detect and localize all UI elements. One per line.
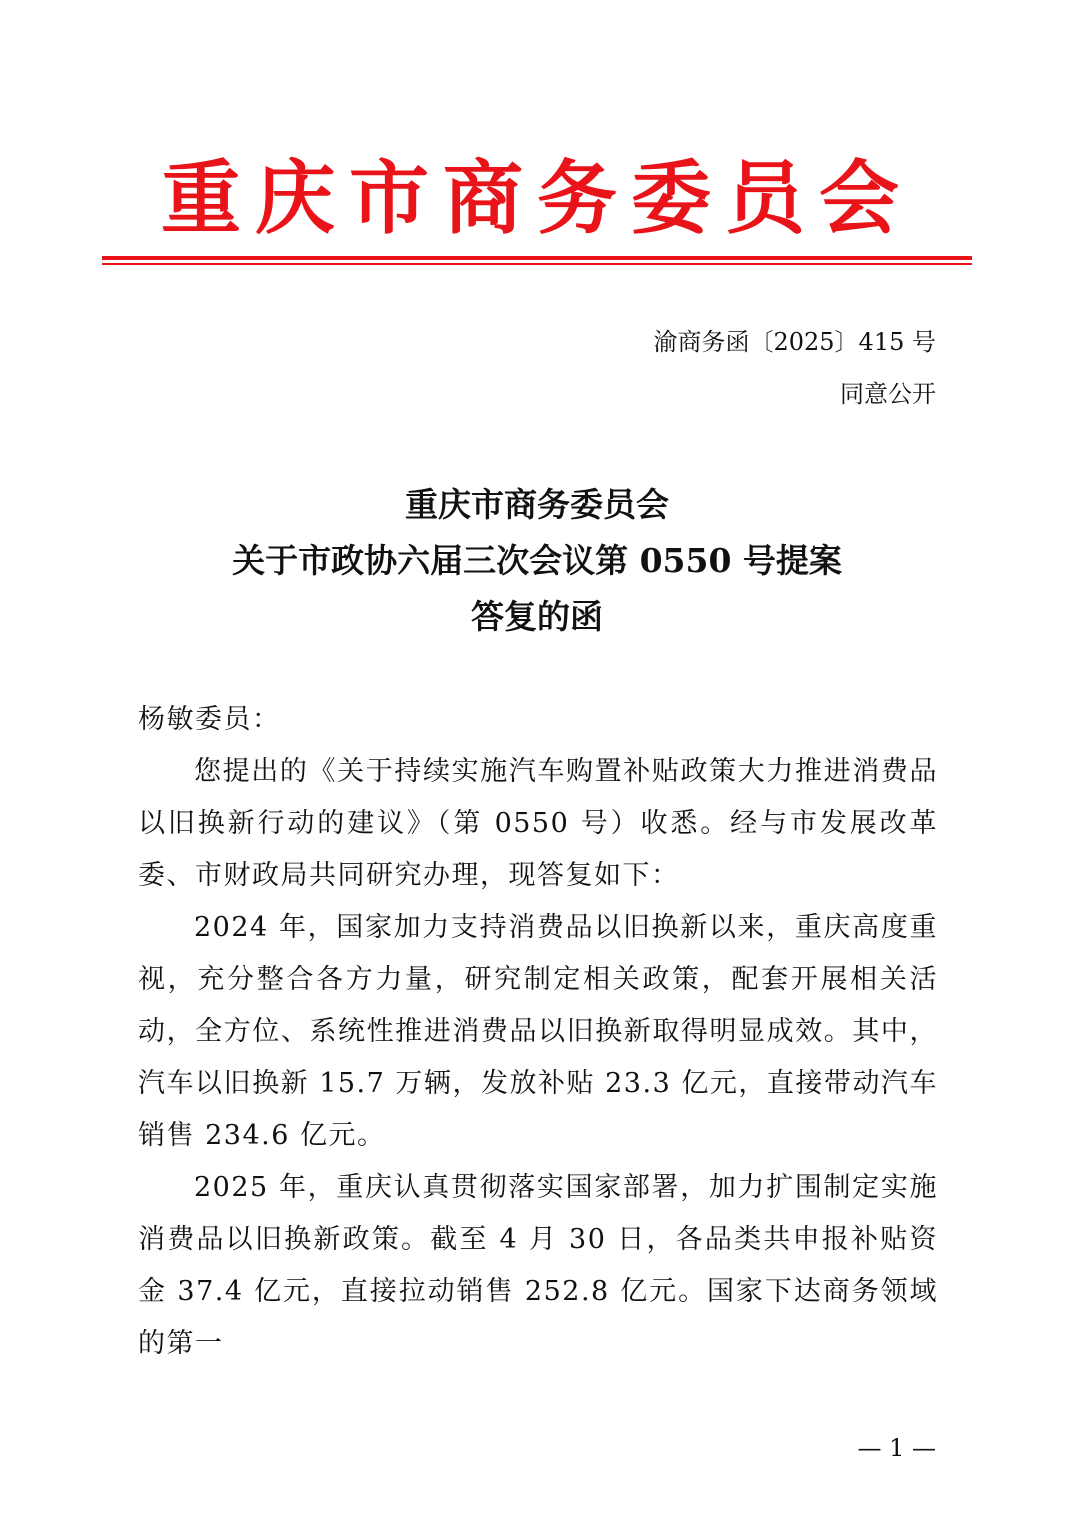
body-paragraph-2: 2024 年，国家加力支持消费品以旧换新以来，重庆高度重视，充分整合各方力量，研究制定相关政策，配套开展相关活动，全方位、系统性推进消费品以旧换新取得明显成效。其中，汽车以旧换新 15.7 万辆，发放补贴 23.3 亿元，直接带动汽车销售 234.6 亿元。 bbox=[138, 912, 938, 1151]
document-title-line-2: 关于市政协六届三次会议第 0550 号提案 bbox=[232, 541, 842, 580]
masthead-org-name: 重庆市商务委员会 bbox=[161, 151, 913, 245]
disclosure-status: 同意公开 bbox=[840, 380, 936, 408]
salutation: 杨敏委员： bbox=[138, 704, 281, 735]
masthead-rule-thin bbox=[102, 263, 972, 265]
document-body bbox=[138, 694, 938, 1370]
document-title-line-3: 答复的函 bbox=[471, 597, 603, 636]
page-number: — 1 — bbox=[857, 1434, 936, 1462]
document-title-line-1: 重庆市商务委员会 bbox=[405, 485, 669, 524]
body-paragraph-1: 您提出的《关于持续实施汽车购置补贴政策大力推进消费品以旧换新行动的建议》（第 0550 号）收悉。经与市发展改革委、市财政局共同研究办理，现答复如下： bbox=[138, 756, 938, 891]
body-paragraph-3: 2025 年，重庆认真贯彻落实国家部署，加力扩围制定实施消费品以旧换新政策。截至 4 月 30 日，各品类共申报补贴资金 37.4 亿元，直接拉动销售 252.8 亿元。国家下达商务领域的第一 bbox=[138, 1172, 938, 1359]
document-number: 渝商务函〔2025〕415 号 bbox=[653, 328, 936, 356]
masthead-rule-thick bbox=[102, 256, 972, 260]
